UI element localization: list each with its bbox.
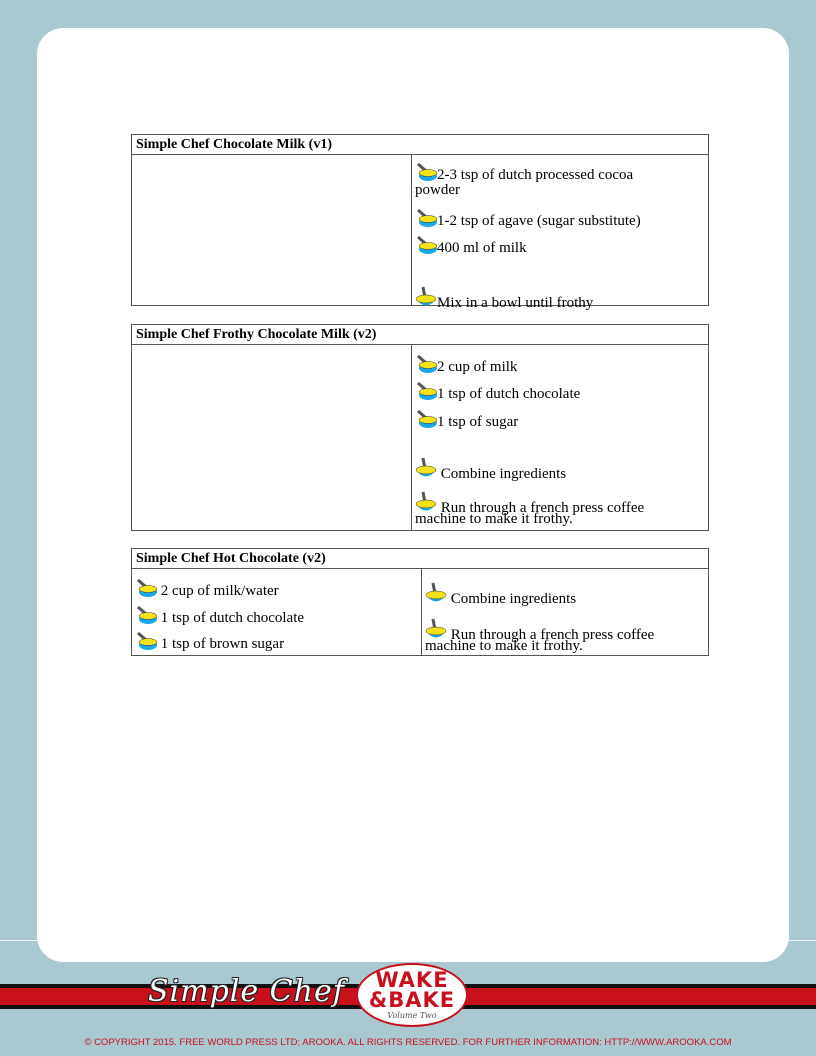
recipe-title: Simple Chef Frothy Chocolate Milk (v2) <box>132 325 708 345</box>
recipe-body <box>132 345 708 531</box>
step-item: Mix in a bowl until frothy <box>415 286 593 313</box>
ingredient-item: 2 cup of milk/water <box>135 578 279 601</box>
recipe-body <box>132 569 708 656</box>
ingredient-item: 2-3 tsp of dutch processed cocoa <box>415 162 633 185</box>
ingredient-item: 1 tsp of dutch chocolate <box>415 381 580 404</box>
step-item: Run through a french press coffee <box>425 618 654 645</box>
ingredient-item: 1 tsp of dutch chocolate <box>135 605 304 628</box>
wake-bake-logo <box>356 963 468 1027</box>
logo-line: WAKE <box>375 968 449 992</box>
brand-wordmark: Simple Chef <box>148 974 345 1009</box>
recipe-body <box>132 155 708 311</box>
measuring-spoon-icon <box>415 409 437 429</box>
mixing-bowl-icon <box>415 286 437 310</box>
measuring-spoon-icon <box>415 381 437 401</box>
logo-line: &BAKE <box>368 988 456 1012</box>
recipe-card-chocolate-milk-v1 <box>131 134 709 311</box>
measuring-spoon-icon <box>415 354 437 374</box>
measuring-spoon-icon <box>135 605 157 625</box>
ingredient-item: 1 tsp of sugar <box>415 409 518 432</box>
recipe-card-frothy-chocolate-milk-v2 <box>131 324 709 531</box>
measuring-spoon-icon <box>415 162 437 182</box>
column-divider <box>411 155 412 306</box>
recipe-title: Simple Chef Chocolate Milk (v1) <box>132 135 708 155</box>
step-item: Combine ingredients <box>425 582 576 609</box>
ingredient-item: 2 cup of milk <box>415 354 517 377</box>
step-item: Combine ingredients <box>415 457 566 484</box>
mixing-bowl-icon <box>415 457 437 481</box>
measuring-spoon-icon <box>135 578 157 598</box>
ingredient-item-continued: powder <box>415 182 460 198</box>
step-item: Run through a french press coffee <box>415 491 644 518</box>
mixing-bowl-icon <box>425 582 447 606</box>
measuring-spoon-icon <box>415 235 437 255</box>
logo-volume: Volume Two <box>387 1011 437 1020</box>
ingredient-item: 1-2 tsp of agave (sugar substitute) <box>415 208 641 231</box>
copyright-notice: © COPYRIGHT 2015. FREE WORLD PRESS LTD; AROOKA. ALL RIGHTS RESERVED. FOR FURTHER INFORMATION: HTTP://WWW.AROOKA.COM <box>84 1037 732 1048</box>
measuring-spoon-icon <box>415 208 437 228</box>
column-divider <box>421 569 422 656</box>
column-divider <box>411 345 412 531</box>
ingredient-item: 1 tsp of brown sugar <box>135 631 284 654</box>
measuring-spoon-icon <box>135 631 157 651</box>
ingredient-item: 400 ml of milk <box>415 235 527 258</box>
step-item-continued: machine to make it frothy. <box>415 511 573 527</box>
recipe-card-hot-chocolate-v2 <box>131 548 709 656</box>
step-item-continued: machine to make it frothy. <box>425 638 583 654</box>
recipe-title: Simple Chef Hot Chocolate (v2) <box>132 549 708 569</box>
guide-line <box>0 940 816 941</box>
